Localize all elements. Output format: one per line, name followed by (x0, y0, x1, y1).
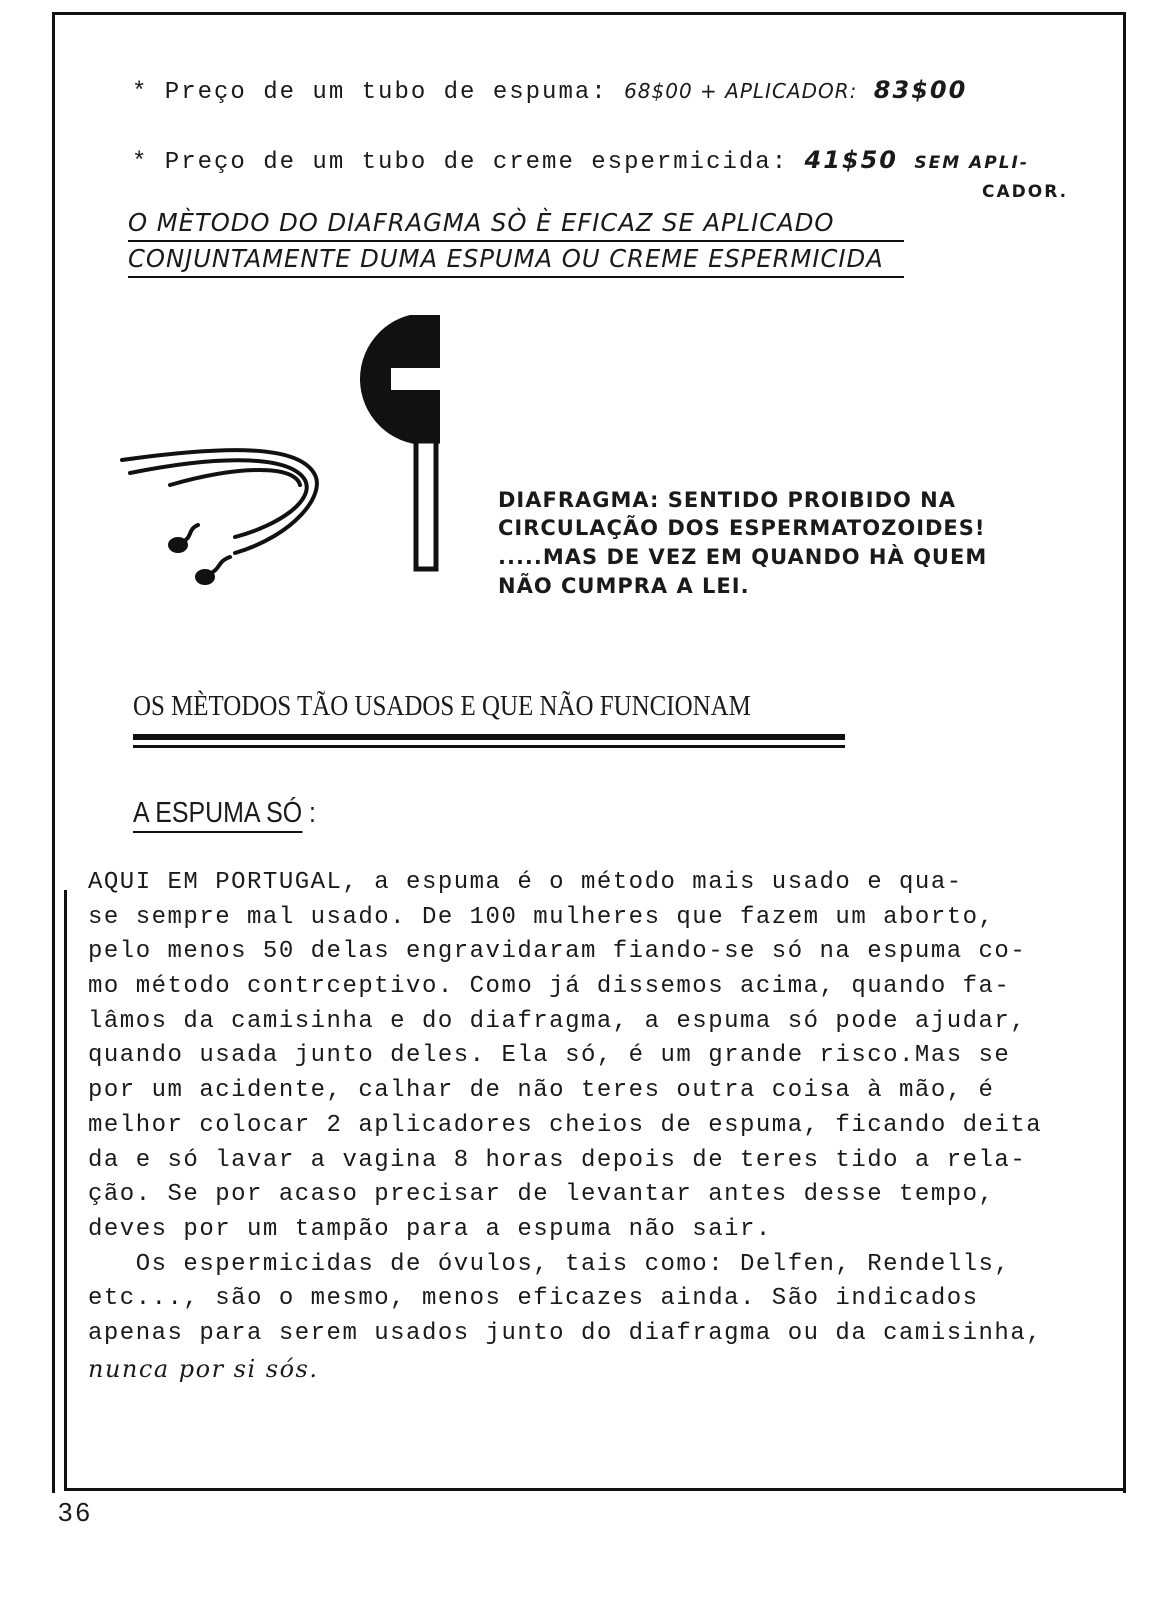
body-paragraph (88, 866, 1088, 1386)
page-frame-bottom (64, 1488, 1123, 1491)
caption-line-3: .....MAS DE VEZ EM QUANDO HÀ QUEM (498, 545, 988, 569)
cream-price-value: 41$50 (804, 146, 898, 174)
page-frame-left (64, 890, 67, 1490)
subsection-colon: : (309, 797, 316, 829)
caption-line-2: CIRCULAÇÃO DOS ESPERMATOZOIDES! (498, 516, 986, 540)
no-entry-sign-post (416, 441, 436, 569)
body-line: da e só lavar a vagina 8 horas depois de teres tido a rela- (88, 1146, 1027, 1174)
body-last-line: nunca por si sós. (88, 1354, 319, 1383)
body-line: melhor colocar 2 aplicadores cheios de espuma, ficando deita (88, 1111, 1043, 1139)
no-entry-sign-bar (391, 368, 440, 390)
page-number: 36 (58, 1497, 93, 1527)
section-title-rule-thin (133, 745, 845, 748)
no-entry-sign-illustration (110, 315, 440, 615)
body-line: pelo menos 50 delas engravidaram fiando-se só na espuma co- (88, 938, 1027, 966)
cream-price-note-continuation: CADOR. (982, 182, 1069, 202)
body-line: quando usada junto deles. Ela só, é um grande risco.Mas se (88, 1042, 1011, 1070)
warning-line-2: CONJUNTAMENTE DUMA ESPUMA OU CREME ESPERMICIDA (128, 242, 904, 278)
cream-price-label: * Preço de um tubo de creme espermicida: (132, 149, 789, 176)
body-line: ção. Se por acaso precisar de levantar antes desse tempo, (88, 1181, 995, 1209)
subsection-title: A ESPUMA SÓ (133, 797, 302, 833)
no-entry-sign (360, 315, 440, 569)
body-line: se sempre mal usado. De 100 mulheres que fazem um aborto, (88, 903, 995, 931)
foam-price-total: 83$00 (873, 76, 968, 104)
foam-price-handwritten: 68$00 + APLICADOR: (624, 79, 858, 103)
body-line: deves por um tampão para a espuma não sair. (88, 1215, 772, 1243)
warning-line-1: O MÈTODO DO DIAFRAGMA SÒ È EFICAZ SE APLICADO (128, 206, 904, 242)
cream-price-line (132, 146, 1029, 176)
foam-price-line (132, 76, 967, 106)
subsection-heading (133, 797, 316, 830)
body-line: lâmos da camisinha e do diafragma, a espuma só pode ajudar, (88, 1007, 1027, 1035)
caption-line-1: DIAFRAGMA: SENTIDO PROIBIDO NA (498, 488, 956, 512)
body-line: AQUI EM PORTUGAL, a espuma é o método mais usado e qua- (88, 869, 963, 896)
section-title: OS MÈTODOS TÃO USADOS E QUE NÃO FUNCIONAM (133, 690, 751, 722)
section-title-rule-thick (133, 734, 845, 740)
body-line: mo método contrceptivo. Como já dissemos acima, quando fa- (88, 973, 1011, 1001)
sperm-drawing (170, 525, 230, 583)
foam-price-label: * Preço de um tubo de espuma: (132, 79, 608, 106)
body-line: por um acidente, calhar de não teres outra coisa à mão, é (88, 1077, 995, 1105)
diaphragm-drawing (122, 450, 317, 553)
cream-price-note: SEM APLI- (914, 153, 1029, 173)
body-line: apenas para serem usados junto do diafragma ou da camisinha, (88, 1319, 1043, 1347)
body-line: Os espermicidas de óvulos, tais como: Delfen, Rendells, (88, 1250, 1011, 1278)
caption-line-4: NÃO CUMPRA A LEI. (498, 574, 750, 598)
body-line: etc..., são o mesmo, menos eficazes ainda. São indicados (88, 1285, 979, 1313)
